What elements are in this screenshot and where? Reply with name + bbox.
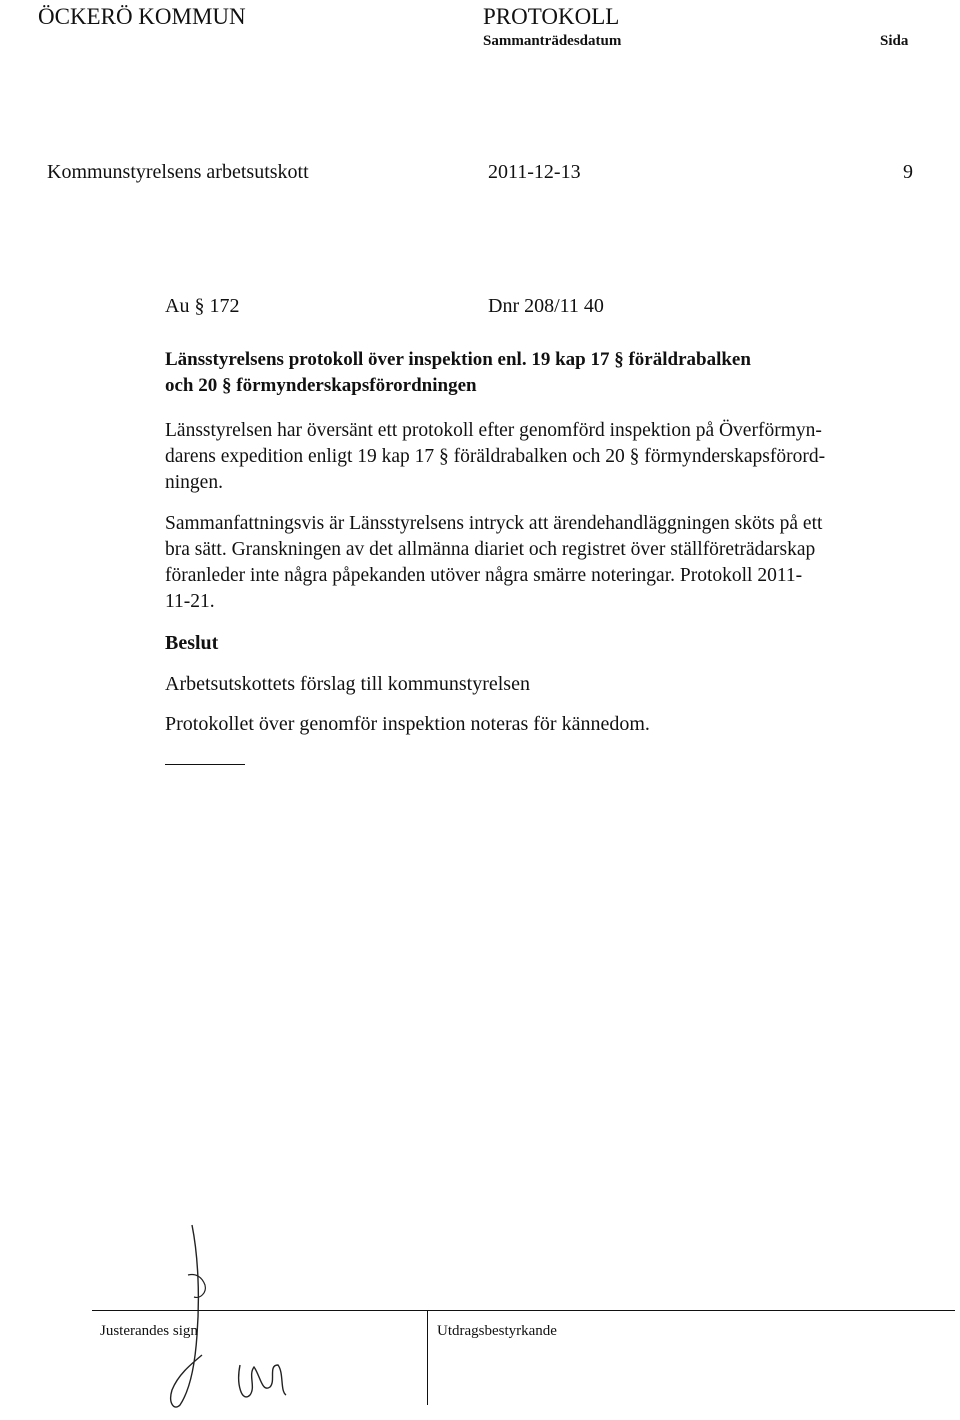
end-rule — [165, 764, 245, 765]
text-line: darens expedition enligt 19 kap 17 § föräldrabalken och 20 § förmynderskapsförord- — [165, 446, 826, 467]
signature-icon — [150, 1215, 310, 1415]
body-paragraph-1 — [165, 418, 960, 496]
page-number: 9 — [903, 161, 913, 183]
text-line: föranleder inte några påpekanden utöver några smärre noteringar. Protokoll 2011- — [165, 565, 803, 586]
decision-text: Protokollet över genomför inspektion noteras för kännedom. — [165, 713, 650, 735]
meeting-date-label: Sammanträdesdatum — [483, 33, 622, 49]
paragraph-number: Au § 172 — [165, 295, 240, 317]
utdragsbestyrkande-label: Utdragsbestyrkande — [437, 1323, 557, 1339]
page-label: Sida — [880, 33, 909, 49]
decision-heading: Beslut — [165, 632, 219, 654]
footer-rule — [92, 1310, 955, 1311]
text-line: Sammanfattningsvis är Länsstyrelsens intryck att ärendehandläggningen sköts på ett — [165, 513, 823, 534]
decision-proposal: Arbetsutskottets förslag till kommunstyrelsen — [165, 673, 530, 695]
text-line: 11-21. — [165, 591, 215, 612]
registration-number: Dnr 208/11 40 — [488, 295, 604, 317]
body-paragraph-2 — [165, 511, 960, 615]
municipality-name: ÖCKERÖ KOMMUN — [38, 4, 246, 29]
document-type: PROTOKOLL — [483, 4, 620, 29]
case-title-line-2: och 20 § förmynderskapsförordningen — [165, 375, 477, 396]
case-title-line-1: Länsstyrelsens protokoll över inspektion enl. 19 kap 17 § föräldrabalken — [165, 349, 751, 370]
text-line: Länsstyrelsen har översänt ett protokoll efter genomförd inspektion på Överförmyn- — [165, 420, 822, 441]
footer-divider — [427, 1310, 428, 1405]
committee-name: Kommunstyrelsens arbetsutskott — [47, 161, 309, 183]
text-line: ningen. — [165, 472, 223, 493]
text-line: bra sätt. Granskningen av det allmänna diariet och registret över ställföreträdarskap — [165, 539, 816, 560]
meeting-date: 2011-12-13 — [488, 161, 581, 183]
justerandes-sign-label: Justerandes sign — [100, 1323, 198, 1339]
